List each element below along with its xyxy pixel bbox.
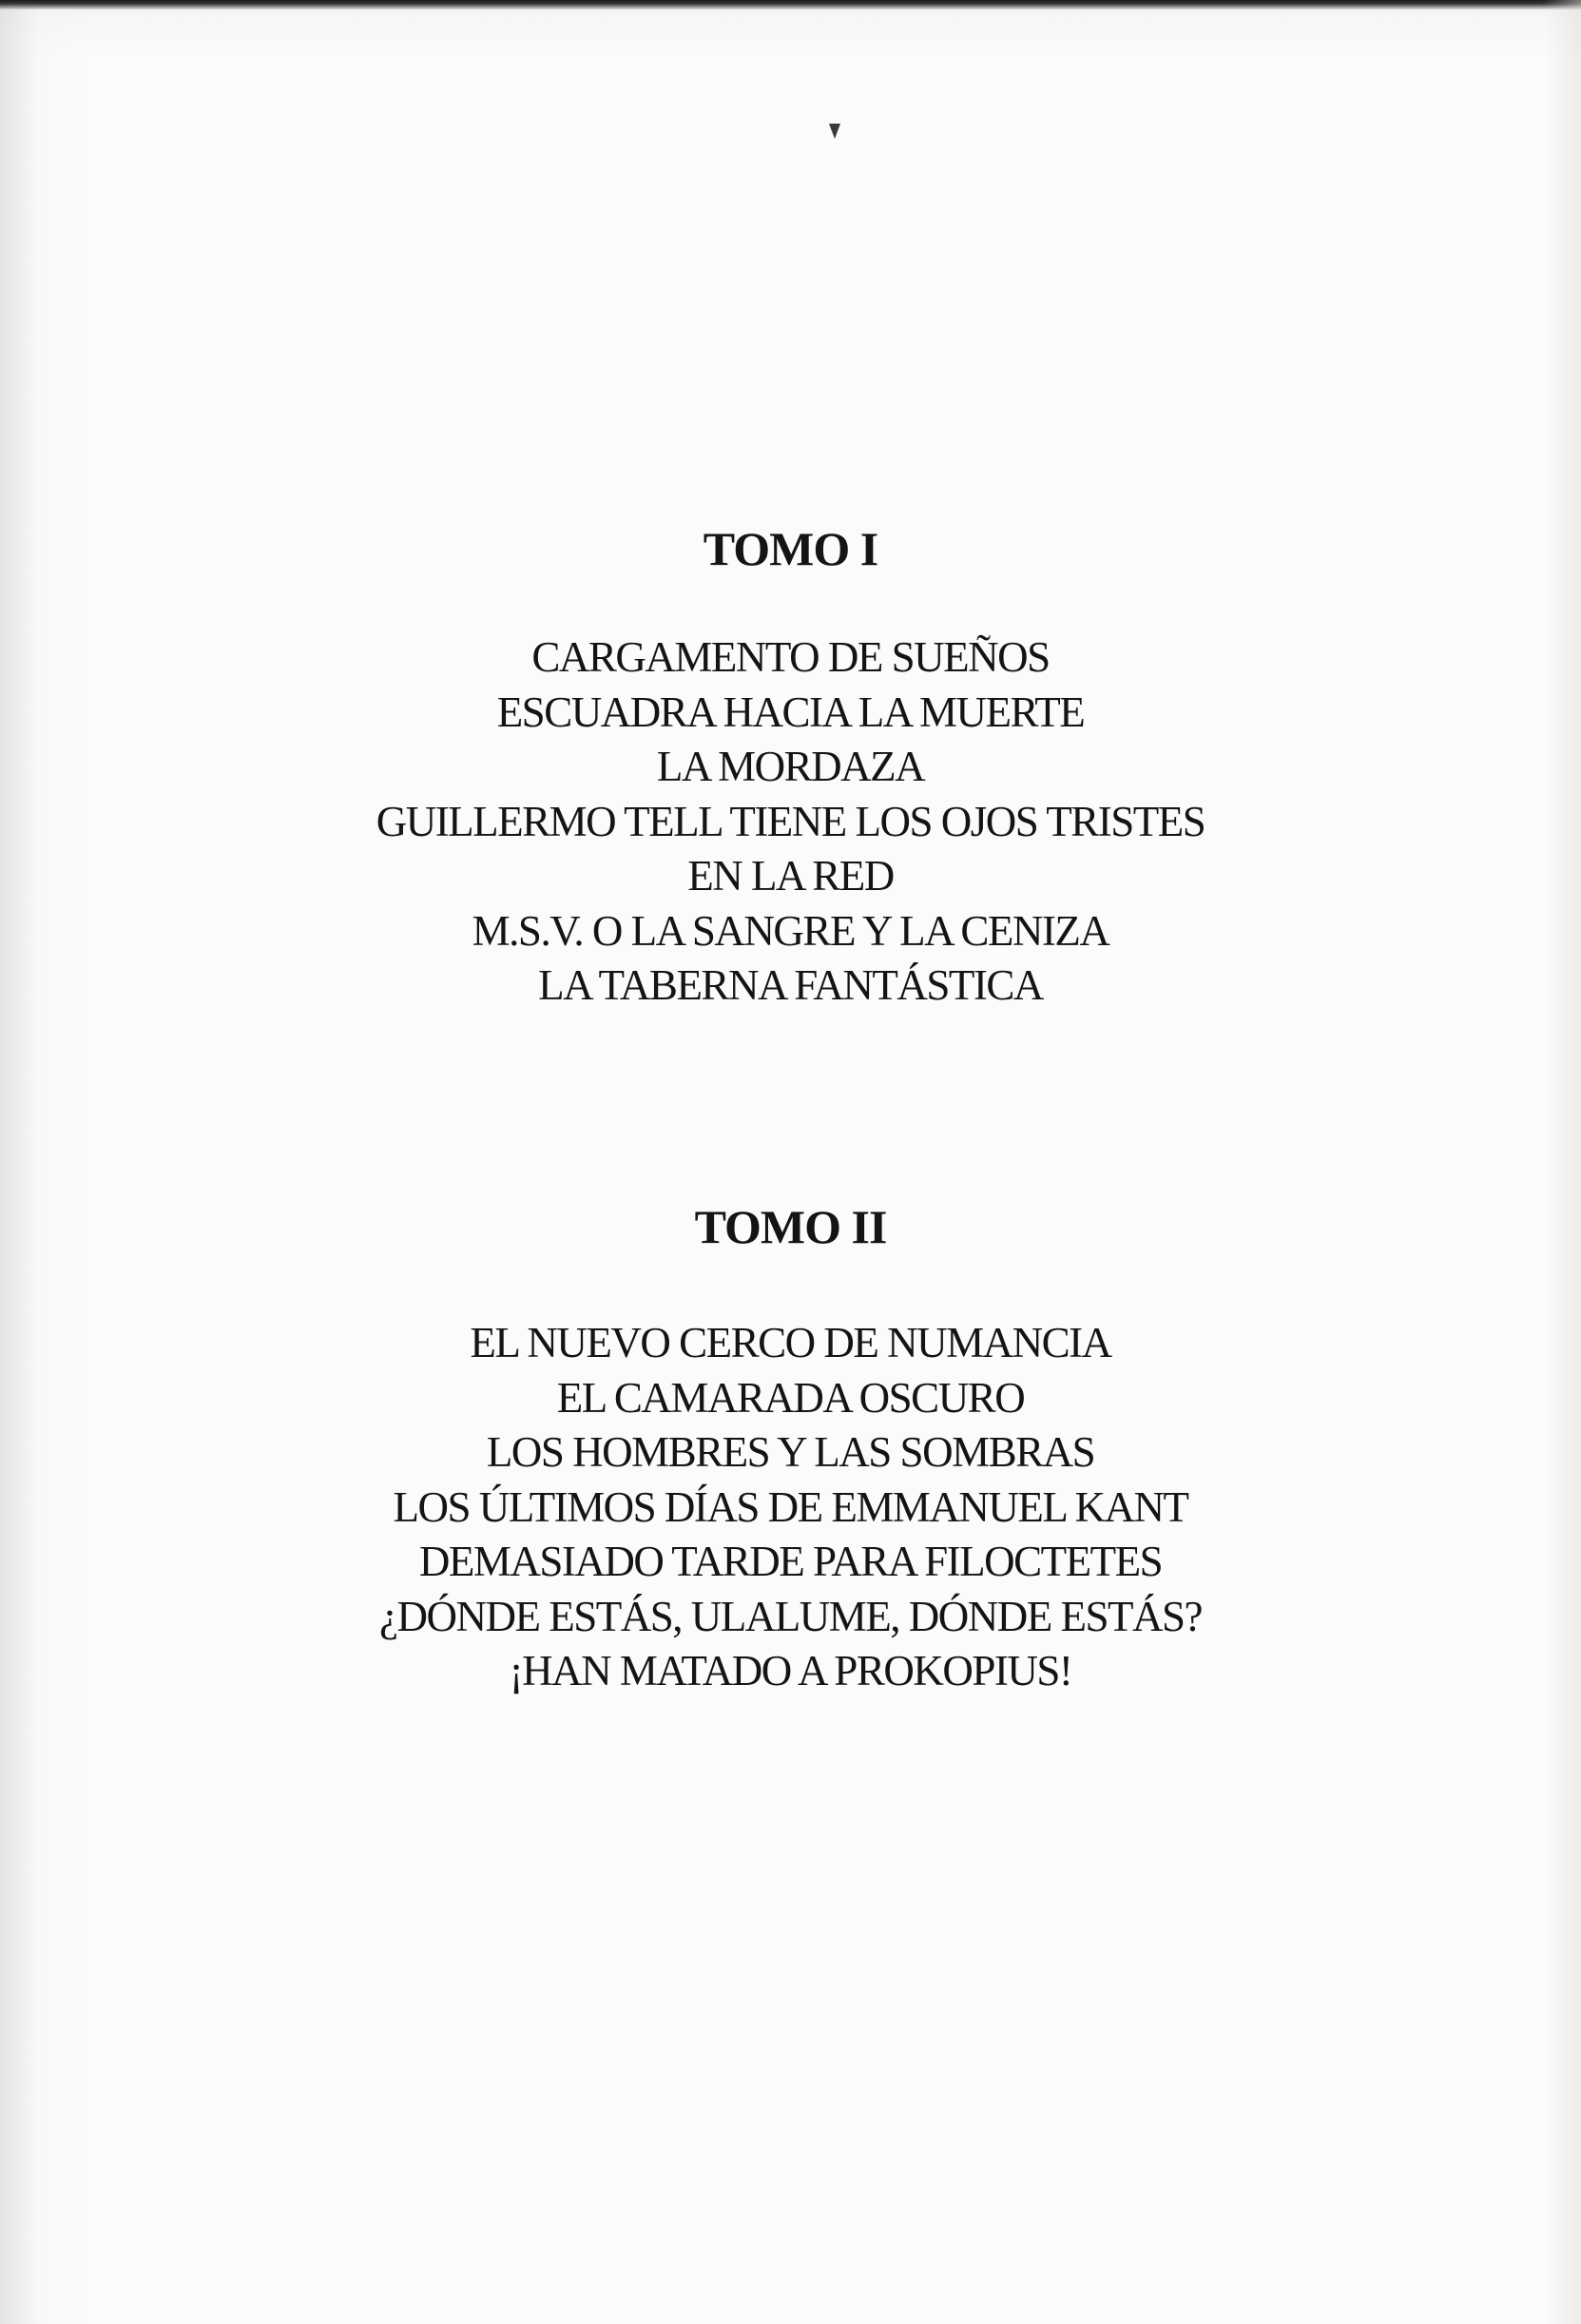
scan-top-edge [0,0,1581,10]
play-title: CARGAMENTO DE SUEÑOS [531,633,1050,681]
play-title: DEMASIADO TARDE PARA FILOCTETES [418,1538,1163,1585]
volume-1-section [0,522,1581,575]
play-title: ESCUADRA HACIA LA MUERTE [496,688,1085,736]
volume-2-heading: TOMO II [694,1200,887,1253]
play-title: EN LA RED [687,852,894,900]
play-title: LOS HOMBRES Y LAS SOMBRAS [486,1428,1095,1476]
play-title: ¿DÓNDE ESTÁS, ULALUME, DÓNDE ESTÁS? [379,1592,1202,1640]
volume-2-contents [0,1316,1581,1699]
play-title: GUILLERMO TELL TIENE LOS OJOS TRISTES [376,797,1205,845]
volume-1-heading: TOMO I [703,522,878,575]
volume-2-section [0,1200,1581,1253]
play-title: LA TABERNA FANTÁSTICA [538,961,1043,1009]
play-title: LOS ÚLTIMOS DÍAS DE EMMANUEL KANT [393,1482,1188,1531]
play-title: EL NUEVO CERCO DE NUMANCIA [470,1319,1111,1366]
scan-right-edge [1543,0,1581,2324]
play-title: M.S.V. O LA SANGRE Y LA CENIZA [472,906,1109,955]
play-title: ¡HAN MATADO A PROKOPIUS! [509,1647,1072,1695]
play-title: EL CAMARADA OSCURO [556,1373,1025,1422]
play-title: LA MORDAZA [656,743,925,790]
volume-1-contents [0,630,1581,1014]
ink-mark-icon [829,124,840,139]
